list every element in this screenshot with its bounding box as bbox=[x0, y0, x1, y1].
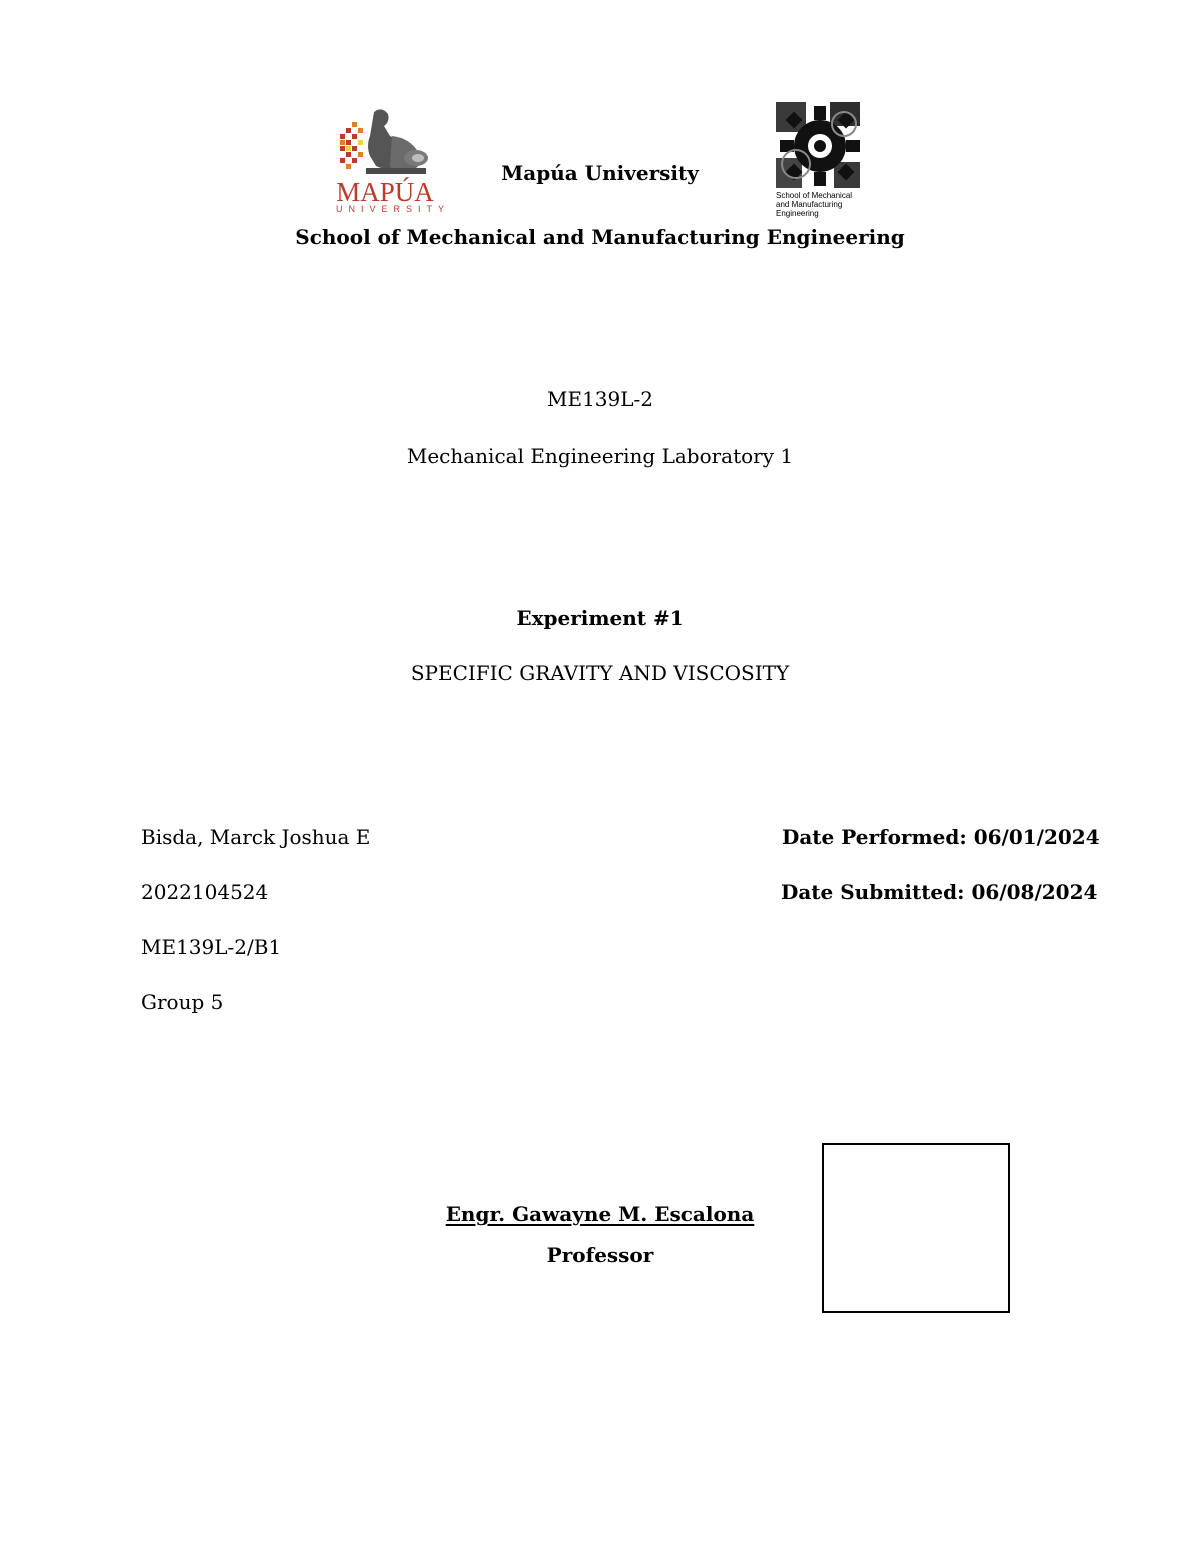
student-group: Group 5 bbox=[141, 990, 224, 1014]
date-performed: Date Performed: 06/01/2024 bbox=[782, 825, 1100, 849]
mapua-wordmark: MAPÚA bbox=[336, 177, 434, 207]
mapua-university-logo bbox=[336, 106, 451, 214]
student-id: 2022104524 bbox=[141, 880, 269, 904]
professor-role: Professor bbox=[546, 1243, 654, 1267]
course-title: Mechanical Engineering Laboratory 1 bbox=[406, 444, 794, 468]
student-section: ME139L-2/B1 bbox=[141, 935, 282, 959]
course-code: ME139L-2 bbox=[546, 387, 653, 411]
gear-icon bbox=[774, 100, 862, 190]
professor-name bbox=[0, 1202, 1200, 1226]
smme-caption-line-2: and Manufacturing bbox=[776, 200, 843, 209]
mapua-wordmark-sub: UNIVERSITY bbox=[336, 204, 451, 214]
smme-caption-line-1: School of Mechanical bbox=[776, 191, 853, 200]
school-name: School of Mechanical and Manufacturing Engineering bbox=[295, 225, 905, 249]
professor-name-text: Engr. Gawayne M. Escalona bbox=[445, 1202, 755, 1226]
student-name: Bisda, Marck Joshua E bbox=[141, 825, 371, 849]
smme-caption bbox=[776, 191, 862, 218]
university-name: Mapúa University bbox=[501, 161, 699, 185]
experiment-title: SPECIFIC GRAVITY AND VISCOSITY bbox=[410, 661, 790, 685]
smme-caption-line-3: Engineering bbox=[776, 209, 819, 218]
experiment-number: Experiment #1 bbox=[516, 606, 684, 630]
signature-box bbox=[822, 1143, 1010, 1313]
date-submitted: Date Submitted: 06/08/2024 bbox=[781, 880, 1098, 904]
smme-logo bbox=[774, 100, 862, 220]
